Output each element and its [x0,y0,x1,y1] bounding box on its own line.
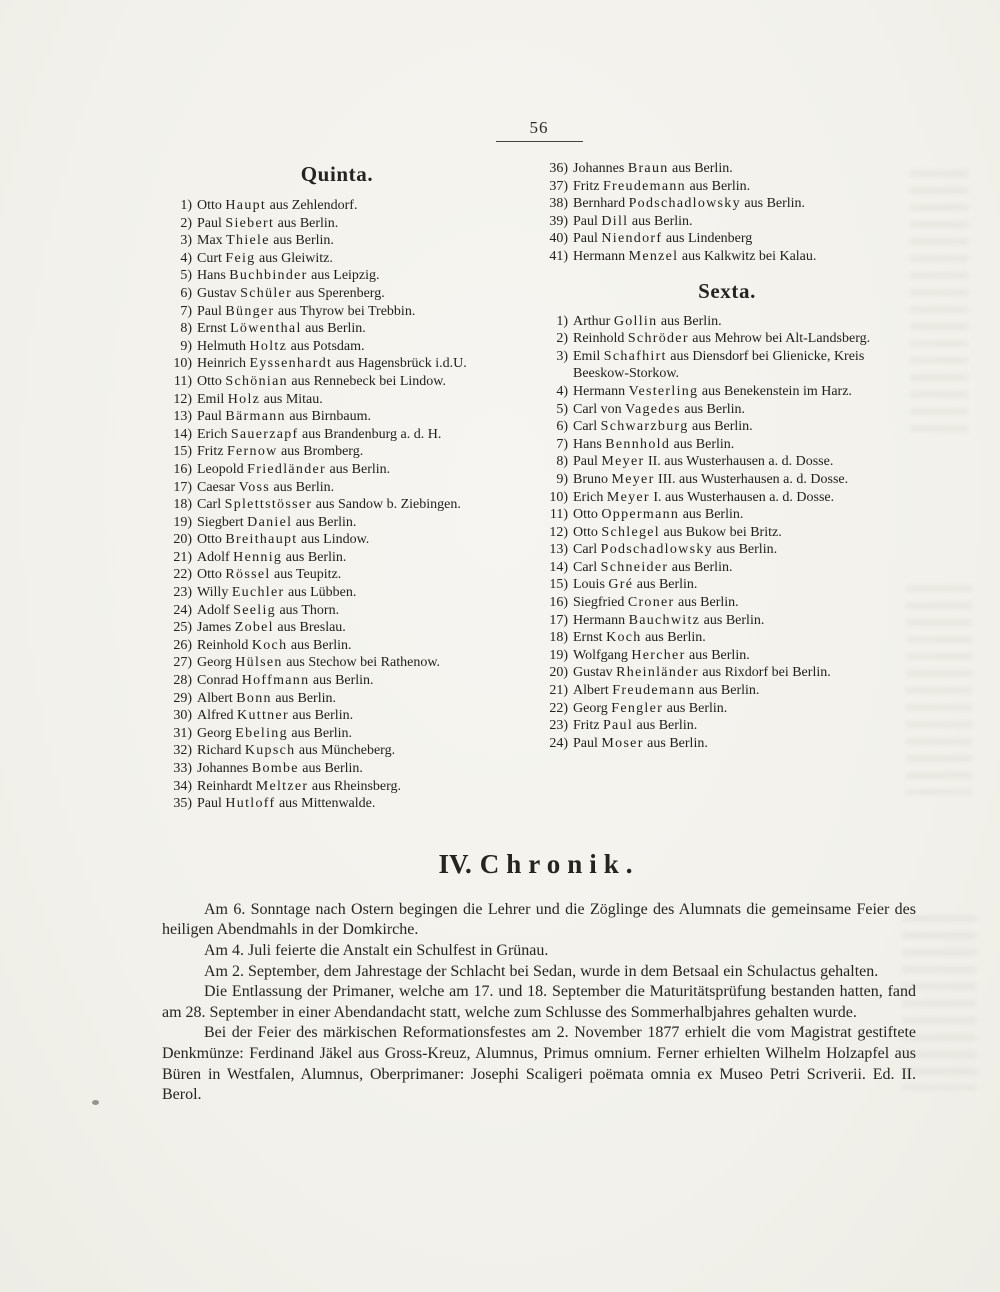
roster-entry [538,541,916,559]
roster-entry [538,348,916,383]
entry-text: Gustav Schüler aus Sperenberg. [197,285,385,301]
entry-text: Erich Meyer I. aus Wusterhausen a. d. Dosse. [573,489,835,505]
roster-entry [162,742,512,760]
student-name: Niendorf [601,231,663,247]
entry-text: Otto Breithaupt aus Lindow. [197,532,370,548]
roster-entry [538,418,916,436]
student-name: Holtz [249,338,288,354]
roster-entry [162,637,512,655]
student-name: Freudemann [612,683,696,699]
entry-number: 2) [180,215,192,231]
roster-entry [162,531,512,549]
entry-number: 18) [173,497,192,513]
roster-entry [162,584,512,602]
roster-entry [538,735,916,753]
entry-text: Max Thiele aus Berlin. [197,233,334,249]
entry-text: Hans Buchbinder aus Leipzig. [197,268,380,284]
entry-number: 13) [549,542,568,558]
roster-entry [538,213,916,231]
roster-entry [162,795,512,813]
student-name: Schneider [600,559,669,575]
entry-text: Georg Fengler aus Berlin. [573,700,728,716]
roster-entry [162,303,512,321]
sexta-list [538,313,916,753]
entry-text: Fritz Paul aus Berlin. [573,718,698,734]
roster-entry [162,602,512,620]
chronik-paragraphs [162,900,916,1106]
roster-entry [162,443,512,461]
roster-entry [538,489,916,507]
entry-number: 16) [173,461,192,477]
student-name: Schwarzburg [600,419,689,435]
student-name: Podschadlowsky [600,542,713,558]
entry-text: Paul Bünger aus Thyrow bei Trebbin. [197,303,416,319]
entry-text: Fritz Fernow aus Bromberg. [197,444,364,460]
student-name: Koch [251,637,288,653]
student-name: Hennig [233,549,283,565]
entry-text: Bernhard Podschadlowsky aus Berlin. [573,196,806,212]
entry-number: 22) [549,700,568,716]
entry-number: 19) [173,514,192,530]
student-name: Gré [608,577,634,593]
student-name: Oppermann [601,507,680,523]
entry-number: 22) [173,567,192,583]
student-name: Vagedes [625,401,681,417]
student-name: Seelig [233,602,276,618]
roster-entry [162,373,512,391]
entry-number: 29) [173,690,192,706]
entry-text: Hans Bennhold aus Berlin. [573,436,735,452]
roster-entry [538,682,916,700]
entry-number: 24) [549,735,568,751]
entry-number: 12) [173,391,192,407]
student-name: Schröder [627,331,689,347]
roster-entry [162,690,512,708]
student-name: Bombe [251,761,299,776]
page-number: 56 [496,118,583,142]
entry-text: Gustav Rheinländer aus Rixdorf bei Berlin. [573,665,831,681]
student-name: Meyer [606,489,650,505]
entry-number: 34) [173,778,192,794]
entry-text: Reinhold Schröder aus Mehrow bei Alt-Landsberg. [573,331,871,347]
roster-entry [538,647,916,665]
entry-number: 36) [549,161,568,176]
student-name: Vesterling [628,383,699,399]
entry-number: 40) [549,231,568,247]
student-name: Gollin [613,313,658,329]
student-name: Löwenthal [230,321,302,337]
roster-entry [162,338,512,356]
entry-number: 41) [549,248,568,264]
student-name: Bennhold [605,436,671,452]
student-name: Haupt [225,198,267,213]
chronik-heading-word: Chronik. [479,848,640,879]
roster-entry [162,285,512,303]
student-name: Rössel [225,567,271,583]
student-name: Kupsch [244,743,296,759]
entry-number: 9) [180,338,192,354]
student-name: Zobel [234,620,274,636]
entry-number: 37) [549,178,568,194]
roster-entry [162,514,512,532]
roster-entry [162,496,512,514]
student-name: Bonn [236,690,272,706]
student-name: Menzel [628,248,679,264]
student-name: Fernow [226,444,278,460]
roster-entry [538,453,916,471]
entry-number: 23) [549,718,568,734]
entry-number: 16) [549,595,568,611]
entry-text: Hermann Vesterling aus Benekenstein im Harz. [573,383,852,399]
entry-number: 7) [180,303,192,319]
student-name: Freudemann [602,178,686,194]
entry-number: 15) [549,577,568,593]
entry-text: Leopold Friedländer aus Berlin. [197,461,391,477]
entry-number: 21) [173,549,192,565]
entry-text: Paul Dill aus Berlin. [573,213,693,229]
left-column [162,160,512,813]
roster-entry [162,267,512,285]
roster-entry [162,320,512,338]
entry-number: 8) [556,454,568,470]
student-name: Croner [627,595,675,611]
entry-number: 6) [180,285,192,301]
entry-text: Carl von Vagedes aus Berlin. [573,401,746,417]
entry-number: 6) [556,419,568,435]
roster-entry [538,313,916,331]
roster-entry [162,760,512,778]
ink-speck [92,1100,99,1105]
entry-text: Wolfgang Hercher aus Berlin. [573,647,750,663]
entry-number: 5) [180,268,192,284]
student-name: Euchler [231,585,285,601]
entry-number: 8) [180,321,192,337]
student-name: Feig [225,250,256,266]
entry-text: Carl Schwarzburg aus Berlin. [573,419,753,435]
entry-text: Conrad Hoffmann aus Berlin. [197,673,374,689]
roster-entry [538,471,916,489]
student-name: Paul [602,718,634,734]
student-name: Bärmann [225,409,286,425]
entry-text: Emil Holz aus Mitau. [197,391,323,407]
entry-text: Paul Hutloff aus Mittenwalde. [197,796,376,812]
entry-text: Ernst Koch aus Berlin. [573,630,706,646]
entry-number: 18) [549,630,568,646]
student-name: Daniel [247,514,293,530]
entry-number: 7) [556,436,568,452]
entry-text: Caesar Voss aus Berlin. [197,479,335,495]
entry-number: 14) [549,559,568,575]
entry-text: James Zobel aus Breslau. [197,620,346,636]
roster-entry [538,612,916,630]
entry-text: Heinrich Eyssenhardt aus Hagensbrück i.d.U. [197,356,467,372]
entry-text: Reinhold Koch aus Berlin. [197,637,352,653]
entry-number: 1) [180,198,192,213]
entry-number: 39) [549,213,568,229]
quinta-continued-list [538,160,916,266]
chronik-paragraph: Bei der Feier des märkischen Reformationsfestes am 2. November 1877 erhielt die vom Magistrat gestiftete Denkmünze: Ferdinand Jäkel aus Gross-Kreuz, Alumnus, Primus omnium. Ferner erhielten Wilhelm Holzapfel aus Büren in Westfalen, Alumnus, Oberprimaner: Josephi Scaligeri poëmata omnia ex Museo Petri Scriverii. Ed. II. Berol. [162,1024,916,1104]
roster-entry [538,248,916,266]
chronik-heading-prefix: IV. [438,848,472,879]
entry-number: 31) [173,725,192,741]
student-name: Meyer [601,454,645,470]
student-name: Koch [606,630,642,646]
entry-number: 23) [173,585,192,601]
entry-text: Hermann Bauchwitz aus Berlin. [573,612,765,628]
quinta-heading: Quinta. [300,162,374,186]
roster-entry [162,566,512,584]
chronik-paragraph: Die Entlassung der Primaner, welche am 17. und 18. September die Maturitätsprüfung bestanden hatten, fand am 28. September in einer Abendandacht statt, welche zum Schlusse des Sommerhalbjahres gehalten wurde. [162,983,916,1021]
roster-columns [162,160,916,813]
entry-text: Curt Feig aus Gleiwitz. [197,250,333,266]
entry-text: Adolf Seelig aus Thorn. [197,602,340,618]
roster-entry [538,436,916,454]
entry-number: 33) [173,761,192,776]
entry-number: 17) [173,479,192,495]
roster-entry [538,160,916,178]
right-column [538,160,916,752]
roster-entry [538,664,916,682]
entry-text: Carl Splettstösser aus Sandow b. Ziebingen. [197,497,461,513]
roster-entry [162,461,512,479]
entry-text: Carl Podschadlowsky aus Berlin. [573,542,778,558]
student-name: Bünger [225,303,275,319]
student-name: Siebert [225,215,275,231]
entry-number: 4) [180,250,192,266]
entry-text: Erich Sauerzapf aus Brandenburg a. d. H. [197,426,442,442]
student-name: Podschadlowsky [628,196,741,212]
student-name: Hülsen [235,655,283,671]
entry-text: Emil Schafhirt aus Diensdorf bei Glienicke, Kreis Beeskow-Storkow. [573,348,865,382]
entry-number: 1) [556,313,568,329]
entry-text: Otto Schönian aus Rennebeck bei Lindow. [197,373,447,389]
entry-number: 32) [173,743,192,759]
roster-entry [162,707,512,725]
entry-number: 9) [556,471,568,487]
student-name: Hoffmann [241,673,310,689]
entry-number: 19) [549,647,568,663]
entry-text: Carl Schneider aus Berlin. [573,559,733,575]
entry-text: Otto Haupt aus Zehlendorf. [197,198,358,213]
student-name: Hutloff [225,796,276,812]
roster-entry [538,195,916,213]
student-name: Braun [627,161,669,176]
entry-text: Alfred Kuttner aus Berlin. [197,708,354,724]
roster-entry [538,383,916,401]
roster-entry [538,559,916,577]
student-name: Holz [227,391,261,407]
entry-text: Reinhardt Meltzer aus Rheinsberg. [197,778,402,794]
chronik-heading [162,849,916,880]
entry-number: 35) [173,796,192,812]
roster-entry [162,355,512,373]
entry-number: 21) [549,683,568,699]
entry-text: Paul Niendorf aus Lindenberg [573,231,753,247]
entry-text: Siegfried Croner aus Berlin. [573,595,739,611]
entry-text: Siegbert Daniel aus Berlin. [197,514,357,530]
chronik-paragraph: Am 4. Juli feierte die Anstalt ein Schulfest in Grünau. [204,941,549,959]
entry-text: Louis Gré aus Berlin. [573,577,698,593]
student-name: Sauerzapf [230,426,299,442]
student-name: Buchbinder [229,268,308,284]
student-name: Bauchwitz [628,612,701,628]
student-name: Ebeling [235,725,288,741]
student-name: Meltzer [255,778,309,794]
entry-number: 2) [556,331,568,347]
entry-number: 3) [556,348,568,364]
page-number-block [162,118,916,142]
student-name: Hercher [631,647,686,663]
roster-entry [162,725,512,743]
entry-text: Johannes Braun aus Berlin. [573,161,733,176]
student-name: Voss [238,479,270,495]
page-content [162,118,916,1106]
roster-entry [538,717,916,735]
roster-entry [162,408,512,426]
student-name: Schönian [225,373,288,389]
entry-number: 27) [173,655,192,671]
entry-number: 24) [173,602,192,618]
roster-entry [162,391,512,409]
roster-entry [162,619,512,637]
entry-text: Albert Bonn aus Berlin. [197,690,336,706]
student-name: Friedländer [247,461,326,477]
entry-text: Hermann Menzel aus Kalkwitz bei Kalau. [573,248,817,264]
entry-number: 11) [549,507,568,523]
entry-text: Albert Freudemann aus Berlin. [573,683,760,699]
roster-entry [538,700,916,718]
roster-entry [538,594,916,612]
entry-text: Otto Schlegel aus Bukow bei Britz. [573,524,782,540]
roster-entry [538,401,916,419]
entry-number: 15) [173,444,192,460]
entry-number: 10) [173,356,192,372]
entry-text: Willy Euchler aus Lübben. [197,585,357,601]
entry-text: Georg Ebeling aus Berlin. [197,725,353,741]
entry-number: 20) [173,532,192,548]
entry-text: Paul Meyer II. aus Wusterhausen a. d. Dosse. [573,454,834,470]
roster-entry [538,576,916,594]
entry-number: 4) [556,383,568,399]
entry-number: 20) [549,665,568,681]
entry-number: 12) [549,524,568,540]
roster-entry [162,672,512,690]
entry-text: Fritz Freudemann aus Berlin. [573,178,751,194]
entry-number: 11) [173,373,192,389]
entry-text: Paul Siebert aus Berlin. [197,215,339,231]
roster-entry [538,330,916,348]
entry-number: 28) [173,673,192,689]
roster-entry [538,506,916,524]
student-name: Rheinländer [616,665,699,681]
entry-number: 25) [173,620,192,636]
entry-number: 38) [549,196,568,212]
entry-number: 14) [173,426,192,442]
roster-entry [538,524,916,542]
student-name: Schafhirt [603,348,667,364]
chronik-paragraph: Am 2. September, dem Jahrestage der Schlacht bei Sedan, wurde in dem Betsaal ein Schulactus gehalten. [204,962,879,980]
student-name: Kuttner [237,708,289,724]
entry-text: Adolf Hennig aus Berlin. [197,549,347,565]
roster-entry [162,215,512,233]
entry-text: Arthur Gollin aus Berlin. [573,313,722,329]
roster-entry [162,479,512,497]
entry-text: Georg Hülsen aus Stechow bei Rathenow. [197,655,441,671]
chronik-paragraph: Am 6. Sonntage nach Ostern begingen die Lehrer und die Zöglinge des Alumnats die gemeinsame Feier des heiligen Abendmahls in der Domkirche. [162,900,916,939]
roster-entry [538,629,916,647]
entry-number: 10) [549,489,568,505]
entry-number: 3) [180,233,192,249]
entry-text: Paul Moser aus Berlin. [573,735,708,751]
student-name: Schüler [240,285,293,301]
roster-entry [162,426,512,444]
student-name: Eyssenhardt [249,356,333,372]
student-name: Meyer [611,471,655,487]
entry-text: Otto Rössel aus Teupitz. [197,567,342,583]
student-name: Fengler [611,700,664,716]
roster-entry [162,232,512,250]
roster-entry [538,230,916,248]
roster-entry [538,178,916,196]
entry-number: 30) [173,708,192,724]
entry-number: 13) [173,409,192,425]
entry-number: 17) [549,612,568,628]
entry-number: 5) [556,401,568,417]
student-name: Thiele [226,233,270,249]
entry-text: Bruno Meyer III. aus Wusterhausen a. d. Dosse. [573,471,849,487]
sexta-heading: Sexta. [698,278,756,303]
entry-text: Richard Kupsch aus Müncheberg. [197,743,396,759]
roster-entry [162,197,512,215]
quinta-list [162,197,512,813]
roster-entry [162,654,512,672]
entry-text: Ernst Löwenthal aus Berlin. [197,321,366,337]
roster-entry [162,549,512,567]
roster-entry [162,250,512,268]
entry-text: Otto Oppermann aus Berlin. [573,507,744,523]
student-name: Schlegel [601,524,660,540]
student-name: Breithaupt [225,532,298,548]
roster-entry [162,778,512,796]
entry-text: Johannes Bombe aus Berlin. [197,761,363,776]
entry-text: Paul Bärmann aus Birnbaum. [197,409,371,425]
student-name: Dill [601,213,629,229]
entry-text: Helmuth Holtz aus Potsdam. [197,338,365,354]
student-name: Splettstösser [224,497,313,513]
bleed-through-marks [910,170,968,440]
student-name: Moser [601,735,644,751]
entry-number: 26) [173,637,192,653]
